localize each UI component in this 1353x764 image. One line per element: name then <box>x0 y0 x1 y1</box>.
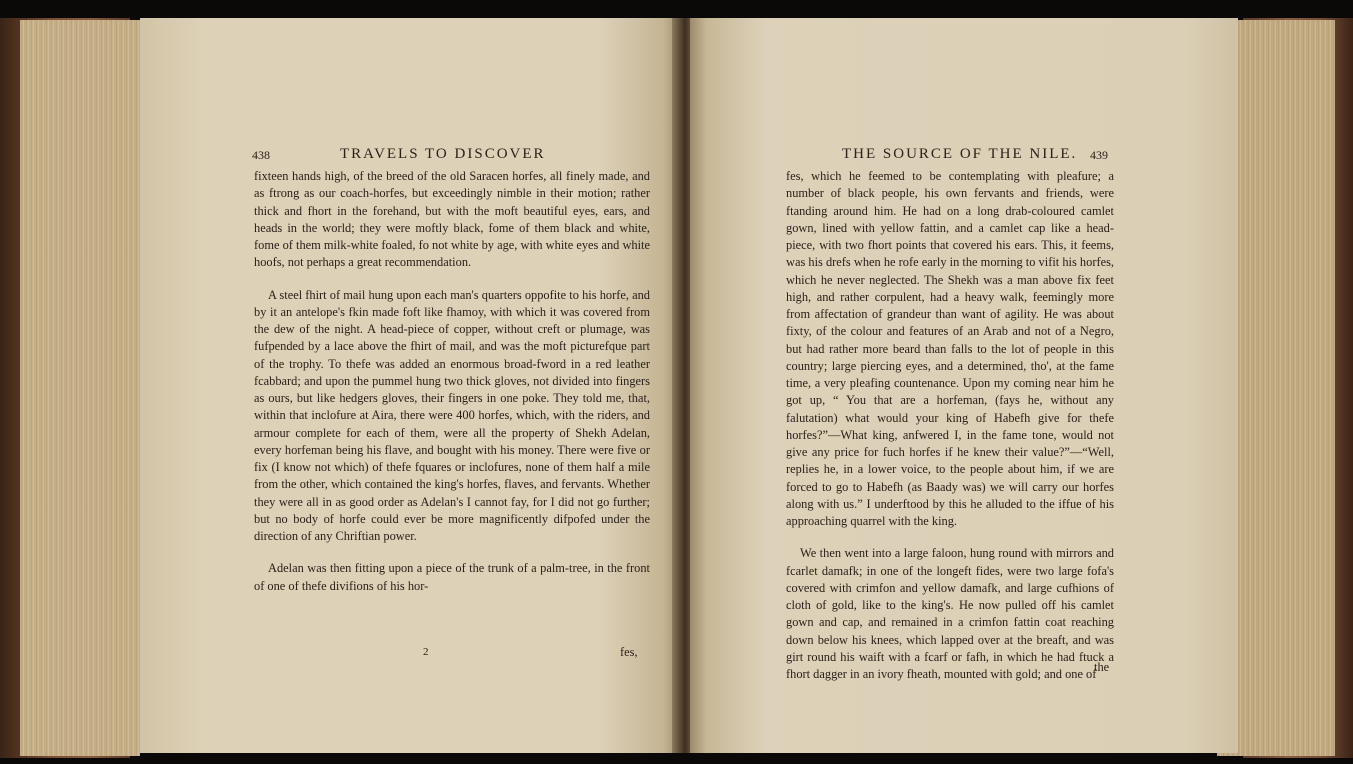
left-paragraph-3: Adelan was then fitting upon a piece of the trunk of a palm-tree, in the front of one of thefe divifions of his hor- <box>254 561 650 593</box>
left-page-number: 438 <box>252 148 270 162</box>
right-page <box>690 18 1238 753</box>
right-catchword: the <box>1094 660 1110 674</box>
signature-mark: 2 <box>423 646 429 658</box>
right-paragraph-1: fes, which he feemed to be contemplating with pleafure; a number of black people, his own fervants and friends, were ftanding around him. He had on a long drab-coloured camlet gown, lined with yellow fattin, and a camlet cap like a head-piece, with two fhort points that covered his ears. This, it feems, was his drefs when he rofe early in the morning to vifit his horfes, which he never neglected. The Shekh was a man above fix feet high, and rather corpulent, had a heavy walk, feemingly more from affectation of grandeur than want of agility. He was about fixty, of the colour and features of an Arab and not of a Negro, but had rather more beard than falls to the lot of people in this country; large piercing eyes, and a determined, tho', at the fame time, a very pleafing countenance. Upon my coming near him he got up, “ You that are a horfeman, (fays he, without any falutation) what would your king of Habefh give for thefe horfes?”—What king, anfwered I, in the fame tone, would not give any price for fuch horfes if he knew their value?”—“Well, replies he, in a lower voice, to the people about him, if we are forced to go to Habefh (as Baady was) we will carry our horfes along with us.” I underftood by this he alluded to the iffue of his approaching quarrel with the king. <box>786 169 1114 528</box>
right-page-number: 439 <box>1090 148 1108 162</box>
left-paragraph-1: fixteen hands high, of the breed of the old Saracen horfes, all finely made, and as ftrong as our coach-horfes, but exceedingly nimble in their motion; rather thick and fhort in the forehand, but with the moft beautiful eyes, ears, and heads in the world; they were moftly black, fome of them black and white, fome of them milk-white foaled, fo not white by age, with white eyes and white hoofs, not perhaps a great recommendation. <box>254 169 650 270</box>
left-page <box>140 18 680 753</box>
right-paragraph-2: We then went into a large faloon, hung round with mirrors and fcarlet damafk; in one of the longeft fides, were two large fofa's covered with crimfon and yellow damafk, and large cufhions of cloth of gold, like to the king's. He now pulled off his camlet gown and cap, and remained in a crimfon fattin coat reaching down below his knees, which lapped over at the breaft, and was girt round his waift with a fcarf or fafh, in which he had ftuck a fhort dagger in an ivory fheath, mounted with gold; and one of <box>786 546 1114 681</box>
left-catchword: fes, <box>620 645 638 659</box>
left-paragraph-2: A steel fhirt of mail hung upon each man's quarters oppofite to his horfe, and by it an antelope's fkin made foft like fhamoy, with which it was covered from the dew of the night. A head-piece of copper, without creft or plumage, was fufpended by a lace above the fhirt of mail, and was the moft picturefque part of the trophy. To thefe was added an enormous broad-fword in a red leather fcabbard; and upon the pummel hung two thick gloves, not divided into fingers as ours, but like hedgers gloves, their fingers in one poke. They told me, that, within that inclofure at Aira, there were 400 horfes, which, with the riders, and armour complete for each of them, were all the property of Shekh Adelan, every horfeman being his flave, and bought with his money. There were five or fix (I know not which) of thefe fquares or inclofures, none of them half a mile from the other, which contained the king's horfes, flaves, and fervants. Whether they were all in as good order as Adelan's I cannot fay, for I did not go further; but no body of horfe could ever be more magnificently difpofed under the direction of any Chriftian power. <box>254 287 650 543</box>
left-running-head: TRAVELS TO DISCOVER <box>340 146 546 162</box>
left-page-text <box>254 168 650 595</box>
right-page-text <box>786 168 1114 683</box>
left-page-edges <box>20 20 140 756</box>
right-running-head: THE SOURCE OF THE NILE. <box>842 146 1078 162</box>
